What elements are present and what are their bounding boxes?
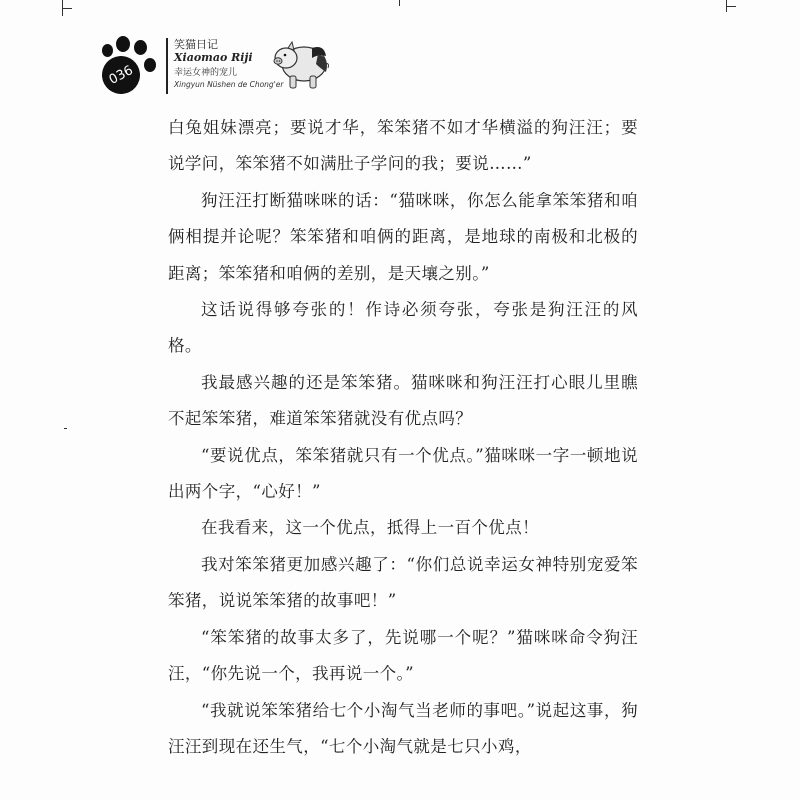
paragraph: “要说优点，笨笨猪就只有一个优点。”猫咪咪一字一顿地说出两个字，“心好！” <box>168 445 638 502</box>
paragraph: “笨笨猪的故事太多了，先说哪一个呢？”猫咪咪命令狗汪汪，“你先说一个，我再说一个。” <box>168 627 638 684</box>
crop-mark <box>399 0 400 6</box>
header-divider <box>166 38 168 94</box>
paragraph: 这话说得够夸张的！作诗必须夸张，夸张是狗汪汪的风格。 <box>168 300 638 356</box>
paragraph: “我就说笨笨猪给七个小淘气当老师的事吧。”说起这事，狗汪汪到现在还生气，“七个小淘气就是七只小鸡， <box>168 700 638 756</box>
crop-mark <box>62 8 72 9</box>
crop-mark <box>726 6 736 7</box>
paw-print-icon <box>96 34 158 96</box>
book-title: 笑猫日记 <box>174 38 218 51</box>
book-subtitle-pinyin: Xingyun Nüshen de Chong'er <box>174 80 284 89</box>
pig-illustration <box>266 34 336 94</box>
page-number: 036 <box>95 49 146 100</box>
book-subtitle: 幸运女神的宠儿 <box>174 68 238 78</box>
page-header <box>96 34 356 98</box>
paragraph: 白兔姐妹漂亮；要说才华，笨笨猪不如才华横溢的狗汪汪；要说学问，笨笨猪不如满肚子学问的我；要说……” <box>168 118 638 174</box>
paragraph: 狗汪汪打断猫咪咪的话：“猫咪咪，你怎么能拿笨笨猪和咱俩相提并论呢？笨笨猪和咱俩的距离，是地球的南极和北极的距离；笨笨猪和咱俩的差别，是天壤之别。” <box>168 190 638 283</box>
crop-mark <box>64 428 67 429</box>
chapter-body <box>168 110 638 765</box>
paragraph: 我对笨笨猪更加感兴趣了：“你们总说幸运女神特别宠爱笨笨猪，说说笨笨猪的故事吧！” <box>168 554 638 611</box>
paragraph: 在我看来，这一个优点，抵得上一百个优点！ <box>201 518 539 538</box>
paragraph: 我最感兴趣的还是笨笨猪。猫咪咪和狗汪汪打心眼儿里瞧不起笨笨猪，难道笨笨猪就没有优点吗？ <box>168 372 638 429</box>
book-title-pinyin: Xiaomao Riji <box>174 51 253 64</box>
